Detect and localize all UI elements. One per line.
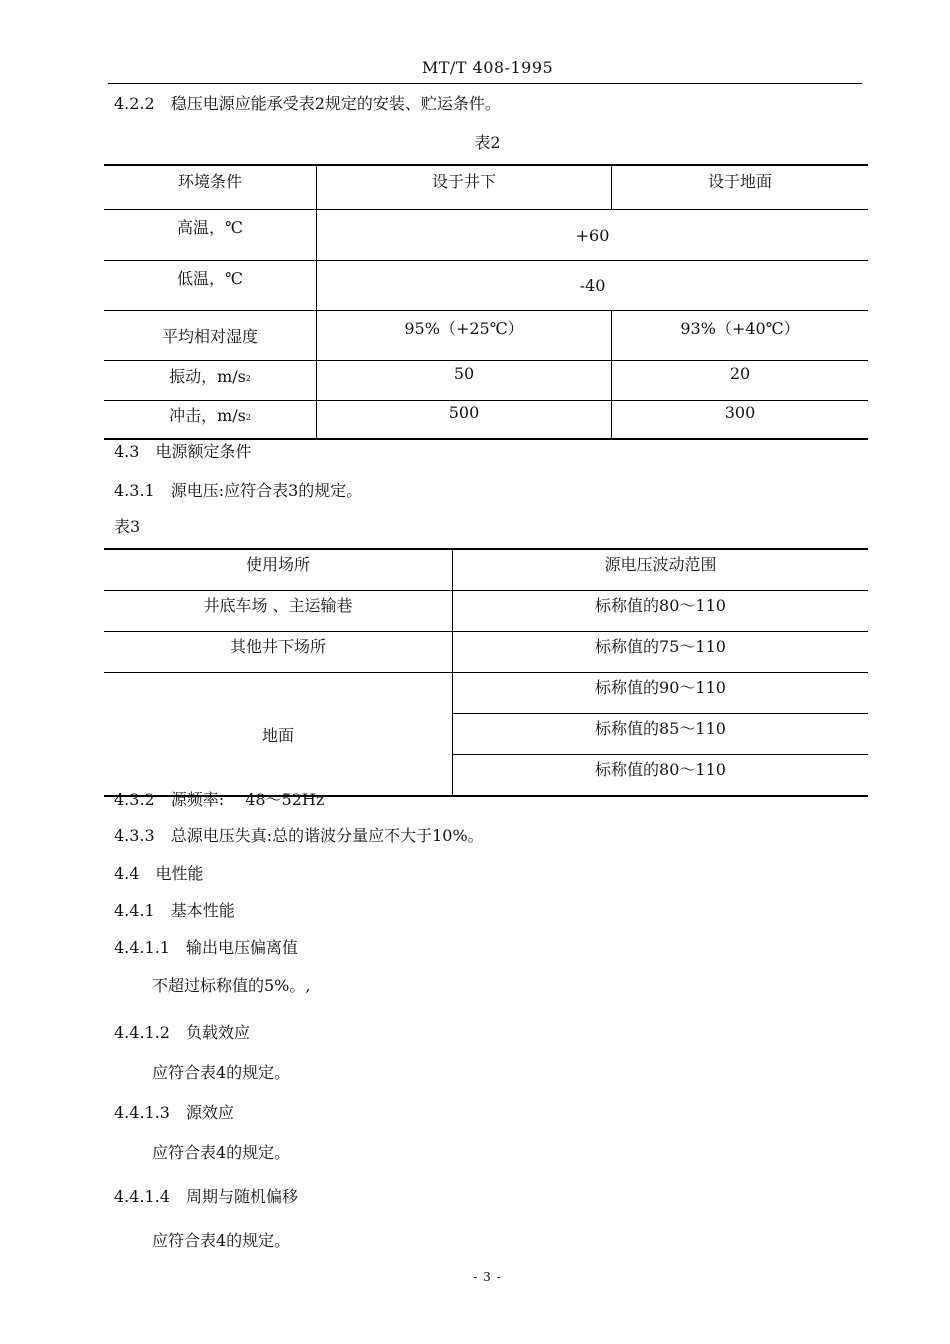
underground-value: 500 bbox=[317, 401, 612, 439]
place-cell: 井底车场 、主运输巷 bbox=[104, 591, 453, 632]
clause-4-4-1-1-body: 不超过标称值的5%。, bbox=[152, 976, 311, 995]
ground-value: 20 bbox=[612, 361, 869, 401]
clause-4-3-1: 4.3.1 源电压:应符合表3的规定。 bbox=[114, 481, 363, 500]
clause-4-4-1-2-body: 应符合表4的规定。 bbox=[152, 1063, 291, 1082]
table-2 bbox=[104, 164, 868, 440]
row-label: 低温，℃ bbox=[104, 261, 317, 311]
document-header: MT/T 408-1995 bbox=[421, 58, 554, 77]
underground-value: 50 bbox=[317, 361, 612, 401]
table3-caption: 表3 bbox=[114, 517, 141, 536]
ground-value: 93%（+40℃） bbox=[612, 311, 869, 361]
range-cell: 标称值的75～110 bbox=[453, 632, 869, 673]
table-header-row bbox=[104, 549, 868, 591]
table-row bbox=[104, 361, 868, 401]
unit-exponent: 2 bbox=[245, 374, 251, 383]
clause-4-4-1-4: 4.4.1.4 周期与随机偏移 bbox=[114, 1187, 298, 1206]
row-label bbox=[104, 401, 317, 439]
table-row bbox=[104, 591, 868, 632]
range-cell: 标称值的80～110 bbox=[453, 591, 869, 632]
row-label: 平均相对湿度 bbox=[104, 311, 317, 361]
page-number: - 3 - bbox=[473, 1270, 502, 1284]
clause-4-3: 4.3 电源额定条件 bbox=[114, 442, 252, 461]
place-cell: 其他井下场所 bbox=[104, 632, 453, 673]
clause-4-3-3: 4.3.3 总源电压失真:总的谐波分量应不大于10%。 bbox=[114, 826, 484, 845]
row-label-text: 冲击，m/s bbox=[169, 406, 246, 425]
row-label bbox=[104, 361, 317, 401]
table-row bbox=[104, 632, 868, 673]
table-row bbox=[104, 210, 868, 261]
clause-4-4-1: 4.4.1 基本性能 bbox=[114, 901, 235, 920]
table-row bbox=[104, 261, 868, 311]
clause-4-4-1-1: 4.4.1.1 输出电压偏离值 bbox=[114, 938, 298, 957]
unit-exponent: 2 bbox=[245, 413, 251, 422]
table-3 bbox=[104, 548, 868, 797]
range-cell: 标称值的85～110 bbox=[453, 714, 869, 755]
range-cell: 标称值的90～110 bbox=[453, 673, 869, 714]
merged-value: -40 bbox=[317, 261, 869, 311]
row-label-text: 振动，m/s bbox=[169, 367, 246, 386]
underground-value: 95%（+25℃） bbox=[317, 311, 612, 361]
ground-value: 300 bbox=[724, 403, 756, 422]
header-cell: 环境条件 bbox=[104, 165, 317, 210]
table-row bbox=[104, 401, 868, 439]
header-rule bbox=[108, 83, 862, 84]
table-row bbox=[104, 673, 868, 714]
clause-4-4-1-3: 4.4.1.3 源效应 bbox=[114, 1103, 234, 1122]
clause-4-3-2: 4.3.2 源频率: 48～52Hz bbox=[114, 790, 325, 809]
row-label: 高温，℃ bbox=[104, 210, 317, 261]
header-cell: 使用场所 bbox=[104, 549, 453, 591]
table-header-row bbox=[104, 165, 868, 210]
clause-4-2-2: 4.2.2 稳压电源应能承受表2规定的安装、贮运条件。 bbox=[114, 94, 501, 113]
clause-4-4: 4.4 电性能 bbox=[114, 864, 204, 883]
clause-4-4-1-3-body: 应符合表4的规定。 bbox=[152, 1143, 291, 1162]
header-cell: 设于地面 bbox=[612, 165, 869, 210]
table2-caption: 表2 bbox=[474, 133, 501, 152]
header-cell: 源电压波动范围 bbox=[453, 549, 869, 591]
header-cell: 设于井下 bbox=[317, 165, 612, 210]
merged-value: +60 bbox=[317, 210, 869, 261]
clause-4-4-1-4-body: 应符合表4的规定。 bbox=[152, 1231, 291, 1250]
range-cell: 标称值的80～110 bbox=[595, 760, 726, 779]
clause-4-4-1-2: 4.4.1.2 负载效应 bbox=[114, 1023, 250, 1042]
place-cell: 地面 bbox=[104, 673, 453, 797]
table-row bbox=[104, 311, 868, 361]
